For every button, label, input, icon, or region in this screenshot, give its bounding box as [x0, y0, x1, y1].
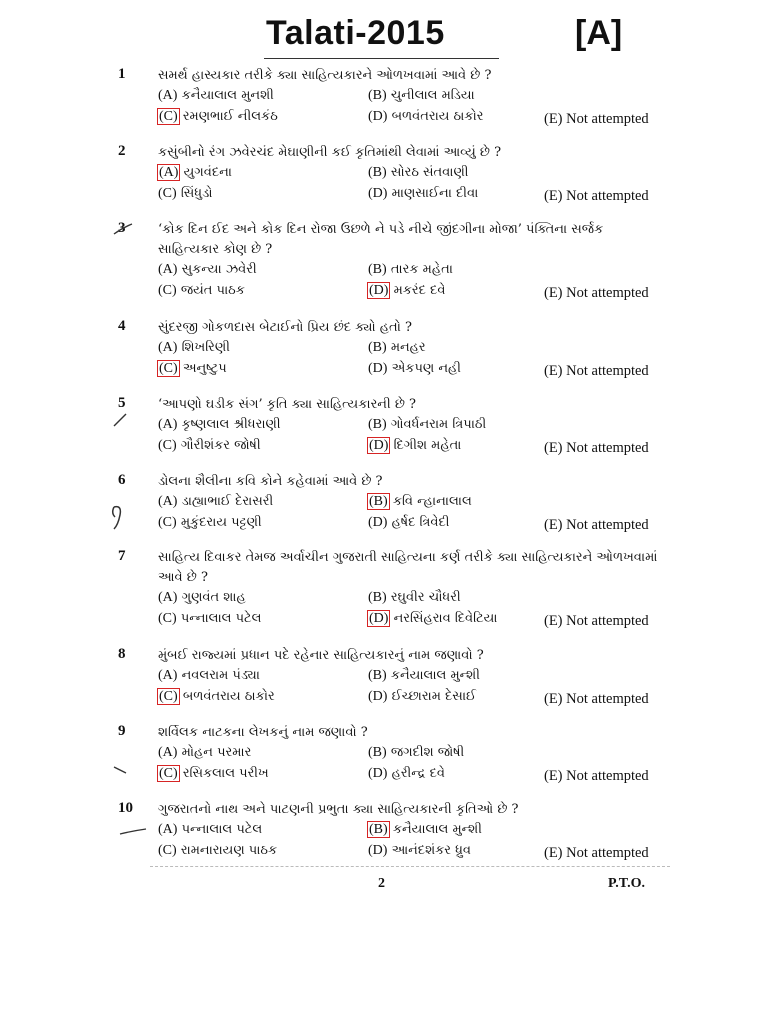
option-key: (D)	[368, 109, 388, 124]
option-d[interactable]	[368, 438, 461, 454]
option-label: સિંધુડો	[180, 186, 213, 201]
option-key: (B)	[368, 165, 387, 180]
option-e-not-attempted[interactable]: (E) Not attempted	[544, 768, 649, 784]
option-a[interactable]	[158, 417, 281, 433]
option-label: કનૈયાલાલ મુન્શી	[390, 668, 480, 683]
option-key: (B)	[368, 88, 387, 103]
option-key: (D)	[368, 361, 388, 376]
option-c[interactable]	[158, 361, 227, 377]
option-label: મુકુંદરાય પટ્ટણી	[180, 515, 262, 530]
option-key: (D)	[368, 766, 388, 781]
option-label: નરસિંહરાવ દિવેટિયા	[393, 611, 498, 626]
option-a[interactable]	[158, 822, 262, 838]
option-key: (A)	[158, 417, 178, 432]
option-key: (A)	[158, 88, 178, 103]
option-a[interactable]	[158, 340, 230, 356]
option-label: બળવંતરાય ઠાકોર	[391, 109, 484, 124]
option-key: (B)	[368, 262, 387, 277]
option-e-not-attempted[interactable]: (E) Not attempted	[544, 691, 649, 707]
option-c[interactable]	[158, 186, 212, 202]
option-key: (D)	[368, 515, 388, 530]
option-e-not-attempted[interactable]: (E) Not attempted	[544, 363, 649, 379]
option-label: માણસાઈના દીવા	[391, 186, 479, 201]
option-label: રઘુવીર ચૌધરી	[390, 590, 461, 605]
question-text: ગુજરાતનો નાથ અને પાટણની પ્રભુતા ક્યા સાહિત્યકારની કૃતિઓ છે ?	[158, 802, 519, 817]
pen-mark-q10	[118, 825, 148, 837]
selected-option-marker: (D)	[369, 438, 389, 453]
option-label: નવલરામ પંડ્યા	[181, 668, 260, 683]
page-number: 2	[378, 876, 385, 891]
footer-divider	[150, 866, 670, 867]
option-b[interactable]	[368, 745, 464, 761]
question-text: સુંદરજી ગોકળદાસ બેટાઈનો પ્રિય છંદ ક્યો હતો ?	[158, 320, 413, 335]
option-d[interactable]	[368, 689, 476, 705]
option-b[interactable]	[368, 494, 472, 510]
option-key: (B)	[368, 668, 387, 683]
option-d[interactable]	[368, 766, 445, 782]
option-key: (D)	[368, 843, 388, 858]
option-label: કનૈયાલાલ મુન્શી	[392, 822, 482, 837]
option-label: યુગવંદના	[183, 165, 232, 180]
option-key: (A)	[158, 340, 178, 355]
option-d[interactable]	[368, 186, 478, 202]
selected-option-marker: (A)	[159, 165, 179, 180]
exam-title: Talati-2015	[266, 14, 445, 52]
option-c[interactable]	[158, 515, 262, 531]
question-number: 10	[118, 800, 133, 816]
option-label: દિગીશ મહેતા	[393, 438, 462, 453]
option-label: રમણભાઈ નીલકંઠ	[182, 109, 278, 124]
option-label: કૃષ્ણલાલ શ્રીધરાણી	[181, 417, 281, 432]
selected-option-marker: (C)	[159, 689, 178, 704]
question-number: 6	[118, 472, 126, 488]
question-text: સમર્થ હાસ્યકાર તરીકે ક્યા સાહિત્યકારને ઓળખવામાં આવે છે ?	[158, 68, 492, 83]
option-label: બળવંતરાય ઠાકોર	[182, 689, 275, 704]
selected-option-marker: (C)	[159, 766, 178, 781]
option-label: મકરંદ દવે	[393, 283, 446, 298]
option-key: (C)	[158, 843, 177, 858]
option-label: ચુનીલાલ મડિયા	[390, 88, 475, 103]
question-number: 1	[118, 66, 126, 82]
option-label: ઈચ્છારામ દેસાઈ	[391, 689, 477, 704]
option-d[interactable]	[368, 515, 450, 531]
option-d[interactable]	[368, 283, 445, 299]
option-label: મનહર	[390, 340, 426, 355]
title-underline	[264, 58, 499, 59]
question-text: ડોલના શૈલીના કવિ કોને કહેવામાં આવે છે ?	[158, 474, 383, 489]
option-key: (A)	[158, 590, 178, 605]
option-label: હરીન્દ્ર દવે	[391, 766, 445, 781]
option-key: (B)	[368, 590, 387, 605]
option-key: (B)	[368, 417, 387, 432]
option-a[interactable]	[158, 262, 257, 278]
question-text: શર્વિલક નાટકના લેખકનું નામ જણાવો ?	[158, 725, 368, 740]
selected-option-marker: (B)	[369, 822, 388, 837]
option-label: જગદીશ જોષી	[390, 745, 465, 760]
option-key: (C)	[158, 611, 177, 626]
question-text: મુંબઈ રાજ્યમાં પ્રધાન પદે રહેનાર સાહિત્યકારનું નામ જણાવો ?	[158, 648, 484, 663]
option-b[interactable]	[368, 417, 486, 433]
option-c[interactable]	[158, 843, 277, 859]
question-number: 5	[118, 395, 126, 411]
question-text: કસુંબીનો રંગ ઝવેરચંદ મેઘાણીની કઈ કૃતિમાંથી લેવામાં આવ્યું છે ?	[158, 145, 502, 160]
question-number: 2	[118, 143, 126, 159]
option-b[interactable]	[368, 590, 461, 606]
option-b[interactable]	[368, 822, 482, 838]
option-key: (A)	[158, 822, 178, 837]
option-label: ગોવર્ધનરામ ત્રિપાઠી	[390, 417, 487, 432]
option-c[interactable]	[158, 766, 269, 782]
option-c[interactable]	[158, 283, 245, 299]
pen-mark-q6	[108, 503, 128, 531]
option-d[interactable]	[368, 361, 461, 377]
option-e-not-attempted[interactable]: (E) Not attempted	[544, 517, 649, 533]
option-key: (C)	[158, 438, 177, 453]
option-key: (D)	[368, 689, 388, 704]
option-e-not-attempted[interactable]: (E) Not attempted	[544, 188, 649, 204]
option-label: ગૌરીશંકર જોષી	[180, 438, 261, 453]
option-b[interactable]	[368, 165, 469, 181]
option-label: સુકન્યા ઝવેરી	[181, 262, 257, 277]
option-d[interactable]	[368, 843, 471, 859]
option-e-not-attempted[interactable]: (E) Not attempted	[544, 111, 649, 127]
option-key: (B)	[368, 340, 387, 355]
option-key: (C)	[158, 515, 177, 530]
option-c[interactable]	[158, 611, 261, 627]
option-e-not-attempted[interactable]: (E) Not attempted	[544, 285, 649, 301]
question-number: 4	[118, 318, 126, 334]
option-e-not-attempted[interactable]: (E) Not attempted	[544, 845, 649, 861]
option-a[interactable]	[158, 88, 274, 104]
option-label: કનૈયાલાલ મુનશી	[181, 88, 274, 103]
option-a[interactable]	[158, 745, 251, 761]
option-a[interactable]	[158, 165, 232, 181]
option-label: ગુણવંત શાહ	[181, 590, 246, 605]
selected-option-marker: (B)	[369, 494, 388, 509]
option-key: (D)	[368, 186, 388, 201]
option-key: (B)	[368, 745, 387, 760]
option-label: સોરઠ સંતવાણી	[390, 165, 469, 180]
option-label: જયંત પાઠક	[180, 283, 245, 298]
option-label: કવિ ન્હાનાલાલ	[392, 494, 472, 509]
option-b[interactable]	[368, 668, 480, 684]
option-key: (A)	[158, 745, 178, 760]
selected-option-marker: (C)	[159, 109, 178, 124]
option-key: (C)	[158, 283, 177, 298]
question-number: 9	[118, 723, 126, 739]
question-text: ‘કોક દિન ઈદ અને કોક દિન રોજા ઉછળે ને પડે નીચે જીંદગીના મોજા’ પંક્તિના સર્જક સાહિત્યકાર કોણ છે ?	[158, 222, 604, 257]
option-key: (C)	[158, 186, 177, 201]
pto-label: P.T.O.	[608, 876, 645, 891]
question-number: 8	[118, 646, 126, 662]
option-a[interactable]	[158, 590, 246, 606]
option-b[interactable]	[368, 88, 475, 104]
option-a[interactable]	[158, 494, 273, 510]
option-label: તારક મહેતા	[390, 262, 453, 277]
option-d[interactable]	[368, 611, 497, 627]
selected-option-marker: (D)	[369, 611, 389, 626]
option-b[interactable]	[368, 340, 426, 356]
pen-mark-q9	[112, 764, 130, 776]
question-number: 3	[118, 220, 126, 236]
option-label: અનુષ્ટુપ	[182, 361, 227, 376]
option-label: શિખરિણી	[181, 340, 230, 355]
option-c[interactable]	[158, 689, 275, 705]
option-label: રામનારાયણ પાઠક	[180, 843, 278, 858]
option-e-not-attempted[interactable]: (E) Not attempted	[544, 440, 649, 456]
option-label: રસિકલાલ પરીખ	[182, 766, 269, 781]
option-e-not-attempted[interactable]: (E) Not attempted	[544, 613, 649, 629]
option-label: હર્ષદ ત્રિવેદી	[391, 515, 450, 530]
option-a[interactable]	[158, 668, 260, 684]
option-c[interactable]	[158, 438, 261, 454]
pen-mark-q5	[112, 412, 130, 428]
selected-option-marker: (C)	[159, 361, 178, 376]
option-key: (A)	[158, 262, 178, 277]
option-key: (A)	[158, 494, 178, 509]
option-label: ડાહ્યાભાઈ દેરાસરી	[181, 494, 274, 509]
selected-option-marker: (D)	[369, 283, 389, 298]
question-text: સાહિત્ય દિવાકર તેમજ અર્વાચીન ગુજરાતી સાહિત્યના કર્ણ તરીકે ક્યા સાહિત્યકારને ઓળખવામાં આવે છે ?	[158, 550, 658, 585]
option-key: (A)	[158, 668, 178, 683]
option-label: પન્નાલાલ પટેલ	[180, 611, 262, 626]
question-number: 7	[118, 548, 126, 564]
paper-set-label: [A]	[575, 14, 623, 52]
option-label: આનંદશંકર ધ્રુવ	[391, 843, 472, 858]
option-label: એકપણ નહી	[391, 361, 462, 376]
option-b[interactable]	[368, 262, 453, 278]
option-d[interactable]	[368, 109, 483, 125]
option-label: પન્નાલાલ પટેલ	[181, 822, 263, 837]
option-c[interactable]	[158, 109, 278, 125]
option-label: મોહન પરમાર	[181, 745, 252, 760]
question-text: ‘આપણો ઘડીક સંગ’ કૃતિ ક્યા સાહિત્યકારની છે ?	[158, 397, 416, 412]
